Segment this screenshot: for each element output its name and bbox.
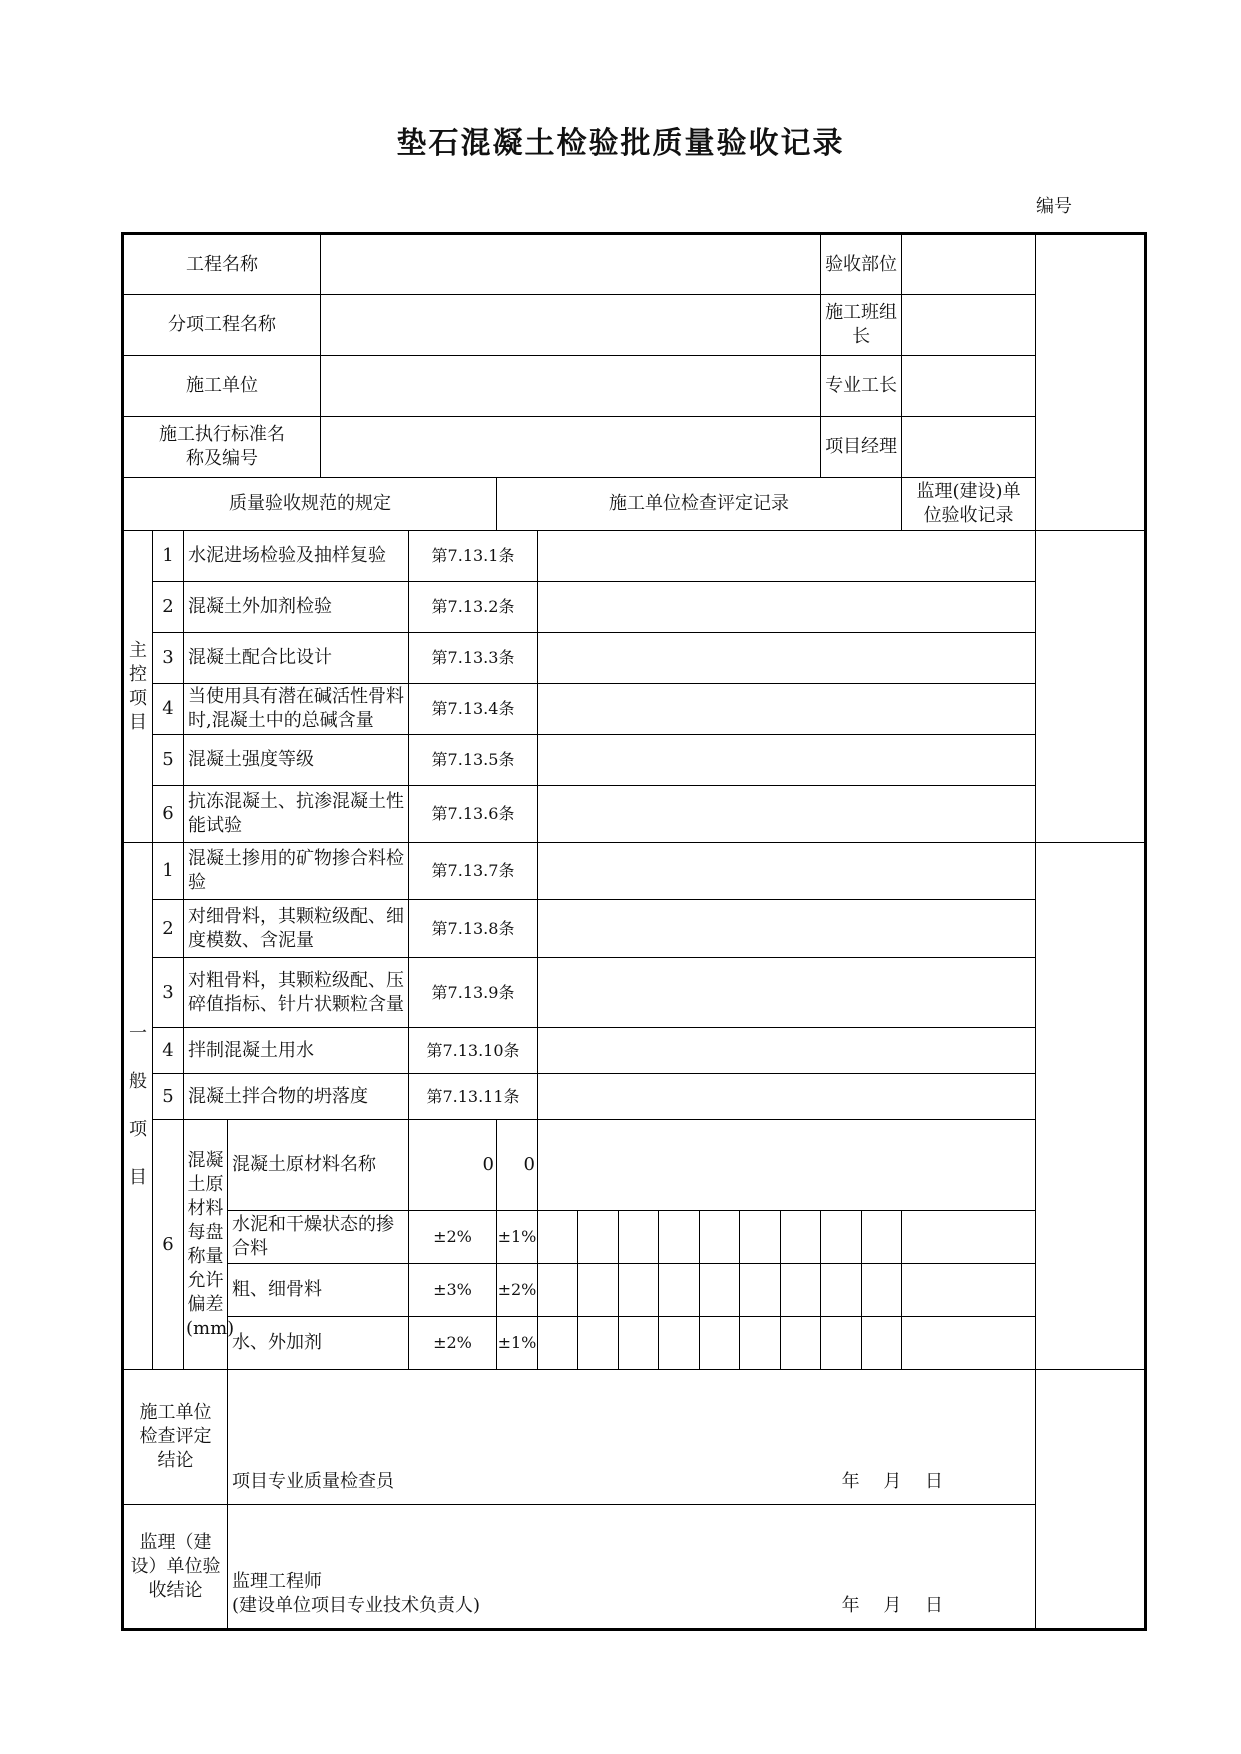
- measurement-cell[interactable]: [902, 1317, 1036, 1370]
- measurement-cell[interactable]: [619, 1264, 659, 1317]
- acceptance-part-label: 验收部位: [821, 234, 902, 295]
- client-technical-lead-note: (建设单位项目专业技术负责人): [232, 1595, 481, 1616]
- foreman-field[interactable]: [902, 356, 1036, 417]
- contractor-conclusion-label: 施工单位检查评定结论: [123, 1370, 228, 1505]
- item-number: 4: [153, 1028, 184, 1074]
- material-column-b-value: 0: [497, 1120, 538, 1211]
- material-name-label: 混凝土原材料名称: [228, 1120, 409, 1211]
- measurement-cell[interactable]: [862, 1211, 902, 1264]
- measurement-cell[interactable]: [619, 1317, 659, 1370]
- supervising-engineer-label: 监理工程师 (建设单位项目专业技术负责人): [232, 1571, 481, 1616]
- item-clause: 第7.13.5条: [409, 735, 538, 786]
- item-description: 对粗骨料，其颗粒级配、压碎值指标、针片状颗粒含量: [184, 958, 409, 1028]
- project-name-field[interactable]: [321, 234, 821, 295]
- item-clause: 第7.13.6条: [409, 786, 538, 843]
- measurement-cell[interactable]: [821, 1317, 862, 1370]
- inspection-record-field[interactable]: [538, 633, 1036, 684]
- supervision-conclusion-label: 监理（建设）单位验收结论: [123, 1505, 228, 1630]
- measurement-cell[interactable]: [700, 1317, 740, 1370]
- measurement-cell[interactable]: [781, 1317, 821, 1370]
- measurement-cell[interactable]: [538, 1317, 578, 1370]
- contractor-field[interactable]: [321, 356, 821, 417]
- measurement-cell[interactable]: [700, 1264, 740, 1317]
- measurement-cell[interactable]: [740, 1317, 781, 1370]
- main-control-supervision-field[interactable]: [1036, 531, 1146, 843]
- measurement-cell[interactable]: [700, 1211, 740, 1264]
- item-description: 混凝土配合比设计: [184, 633, 409, 684]
- item-description: 水泥进场检验及抽样复验: [184, 531, 409, 582]
- measurement-cell[interactable]: [821, 1264, 862, 1317]
- inspection-record-field[interactable]: [538, 1028, 1036, 1074]
- inspection-column-header: 施工单位检查评定记录: [497, 478, 902, 531]
- tolerance-a: ±2%: [409, 1317, 497, 1370]
- item-description: 对细骨料，其颗粒级配、细度模数、含泥量: [184, 900, 409, 958]
- tolerance-b: ±1%: [497, 1211, 538, 1264]
- item-clause: 第7.13.7条: [409, 843, 538, 900]
- item-description: 拌制混凝土用水: [184, 1028, 409, 1074]
- project-manager-label: 项目经理: [821, 417, 902, 478]
- measurement-cell[interactable]: [862, 1317, 902, 1370]
- page-title: 垫石混凝土检验批质量验收记录: [396, 126, 845, 161]
- inspection-record-field[interactable]: [538, 786, 1036, 843]
- item-number: 4: [153, 684, 184, 735]
- inspection-record-field[interactable]: [538, 684, 1036, 735]
- material-name: 水、外加剂: [228, 1317, 409, 1370]
- measurement-cell[interactable]: [781, 1211, 821, 1264]
- supervision-date-label: 年 月 日: [841, 1595, 944, 1616]
- inspection-record-field[interactable]: [538, 735, 1036, 786]
- inspection-record-field[interactable]: [538, 1074, 1036, 1120]
- item-clause: 第7.13.3条: [409, 633, 538, 684]
- tolerance-a: ±3%: [409, 1264, 497, 1317]
- item-clause: 第7.13.9条: [409, 958, 538, 1028]
- inspection-record-field[interactable]: [538, 531, 1036, 582]
- item-clause: 第7.13.4条: [409, 684, 538, 735]
- item-description: 抗冻混凝土、抗渗混凝土性能试验: [184, 786, 409, 843]
- measurement-cell[interactable]: [619, 1211, 659, 1264]
- item-number: 6: [153, 1120, 184, 1370]
- measurement-cell[interactable]: [538, 1264, 578, 1317]
- item-number: 3: [153, 633, 184, 684]
- sub-project-name-field[interactable]: [321, 295, 821, 356]
- tolerance-group-label: 混凝土原材料每盘称量允许偏差(mm): [184, 1120, 228, 1370]
- item-clause: 第7.13.1条: [409, 531, 538, 582]
- item-number: 5: [153, 1074, 184, 1120]
- tolerance-b: ±1%: [497, 1317, 538, 1370]
- project-manager-field[interactable]: [902, 417, 1036, 478]
- contractor-date-label: 年 月 日: [841, 1471, 944, 1492]
- measurement-cell[interactable]: [740, 1211, 781, 1264]
- spec-column-header: 质量验收规范的规定: [123, 478, 497, 531]
- inspection-record-field[interactable]: [538, 958, 1036, 1028]
- contractor-label: 施工单位: [123, 356, 321, 417]
- acceptance-record-table: [121, 232, 1147, 1631]
- tolerance-a: ±2%: [409, 1211, 497, 1264]
- standard-label: 施工执行标准名称及编号: [123, 417, 321, 478]
- measurement-cell[interactable]: [578, 1264, 619, 1317]
- item-number: 2: [153, 900, 184, 958]
- item-number: 1: [153, 531, 184, 582]
- item-description: 混凝土外加剂检验: [184, 582, 409, 633]
- team-leader-field[interactable]: [902, 295, 1036, 356]
- tolerance-b: ±2%: [497, 1264, 538, 1317]
- project-name-label: 工程名称: [123, 234, 321, 295]
- serial-number-label: 编号: [1036, 196, 1072, 217]
- measurement-cell[interactable]: [862, 1264, 902, 1317]
- item-description: 混凝土掺用的矿物掺合料检验: [184, 843, 409, 900]
- supervision-conclusion-field[interactable]: [228, 1505, 1036, 1630]
- measurement-cell[interactable]: [538, 1211, 578, 1264]
- inspection-record-field[interactable]: [538, 582, 1036, 633]
- item-clause: 第7.13.10条: [409, 1028, 538, 1074]
- material-name: 水泥和干燥状态的掺合料: [228, 1211, 409, 1264]
- measurement-cell[interactable]: [659, 1317, 700, 1370]
- quality-inspector-label: 项目专业质量检查员: [232, 1471, 394, 1492]
- measurement-cell[interactable]: [902, 1211, 1036, 1264]
- acceptance-part-field[interactable]: [902, 234, 1036, 295]
- item-description: 混凝土强度等级: [184, 735, 409, 786]
- item-number: 1: [153, 843, 184, 900]
- measurement-cell[interactable]: [578, 1317, 619, 1370]
- inspection-record-field[interactable]: [538, 1120, 1036, 1211]
- main-control-label: 主 控 项 目: [123, 531, 153, 843]
- measurement-cell[interactable]: [659, 1211, 700, 1264]
- item-clause: 第7.13.2条: [409, 582, 538, 633]
- item-description: 当使用具有潜在碱活性骨料时,混凝土中的总碱含量: [184, 684, 409, 735]
- material-name: 粗、细骨料: [228, 1264, 409, 1317]
- item-description: 混凝土拌合物的坍落度: [184, 1074, 409, 1120]
- item-clause: 第7.13.8条: [409, 900, 538, 958]
- supervision-column-header: 监理(建设)单位验收记录: [902, 478, 1036, 531]
- item-number: 3: [153, 958, 184, 1028]
- foreman-label: 专业工长: [821, 356, 902, 417]
- general-supervision-field[interactable]: [1036, 843, 1146, 1370]
- measurement-cell[interactable]: [902, 1264, 1036, 1317]
- measurement-cell[interactable]: [821, 1211, 862, 1264]
- general-items-label: 一 般 项 目: [123, 843, 153, 1370]
- item-number: 5: [153, 735, 184, 786]
- measurement-cell[interactable]: [740, 1264, 781, 1317]
- measurement-cell[interactable]: [659, 1264, 700, 1317]
- measurement-cell[interactable]: [781, 1264, 821, 1317]
- material-column-a-value: 0: [409, 1120, 497, 1211]
- measurement-cell[interactable]: [578, 1211, 619, 1264]
- inspection-record-field[interactable]: [538, 843, 1036, 900]
- inspection-record-field[interactable]: [538, 900, 1036, 958]
- team-leader-label: 施工班组长: [821, 295, 902, 356]
- item-clause: 第7.13.11条: [409, 1074, 538, 1120]
- item-number: 2: [153, 582, 184, 633]
- sub-project-name-label: 分项工程名称: [123, 295, 321, 356]
- item-number: 6: [153, 786, 184, 843]
- contractor-conclusion-field[interactable]: [228, 1370, 1036, 1505]
- standard-field[interactable]: [321, 417, 821, 478]
